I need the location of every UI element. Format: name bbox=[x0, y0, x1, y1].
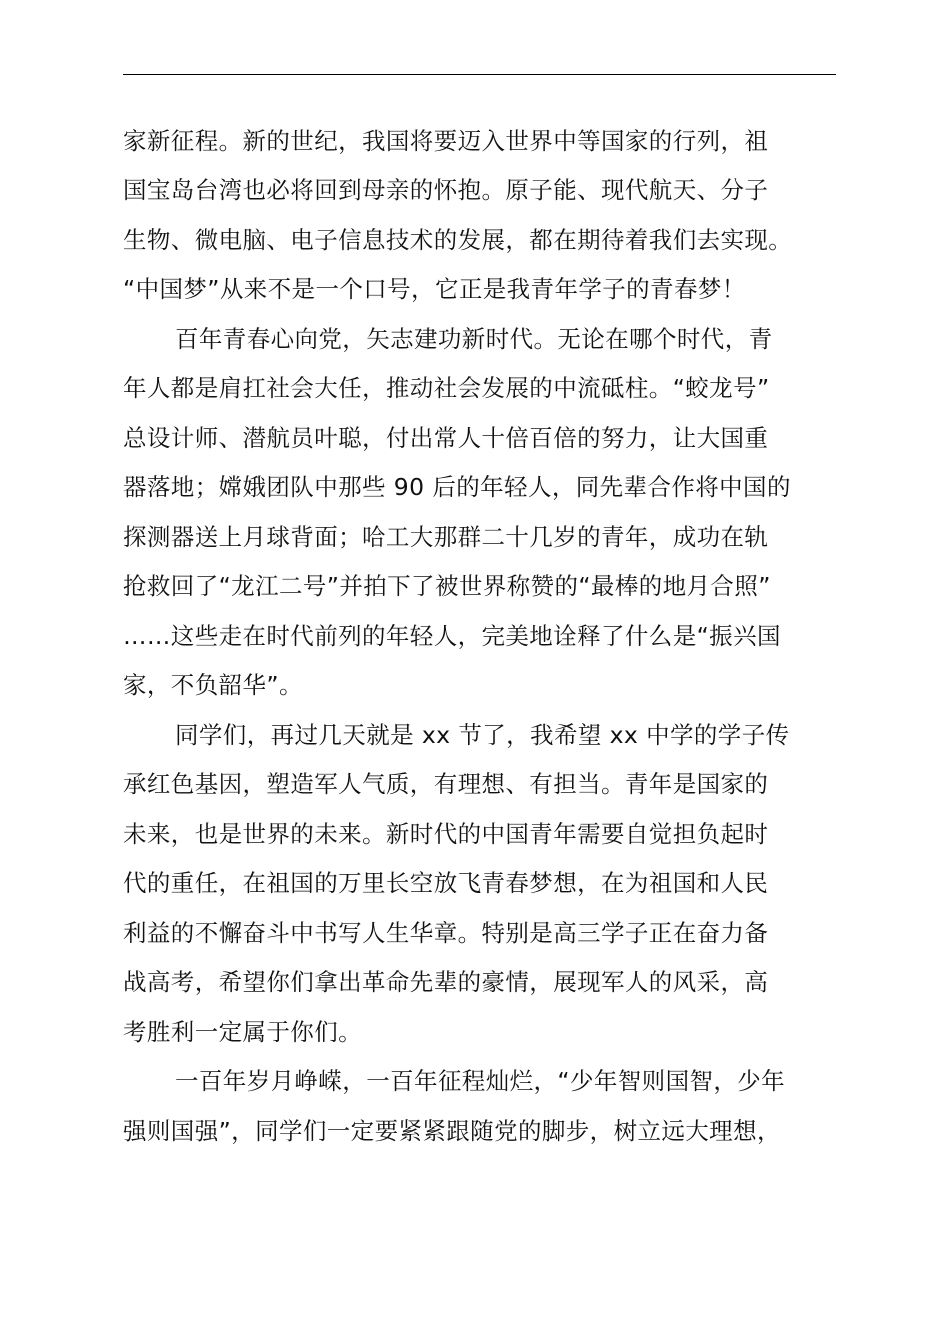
text-line: 家，不负韶华”。 bbox=[123, 671, 303, 699]
text-line: 器落地；嫦娥团队中那些 90 后的年轻人，同先辈合作将中国的 bbox=[123, 473, 791, 501]
text-line: 生物、微电脑、电子信息技术的发展，都在期待着我们去实现。 bbox=[123, 226, 793, 254]
paragraph-first-line: 百年青春心向党，矢志建功新时代。无论在哪个时代，青 bbox=[175, 325, 773, 353]
text-line: 未来，也是世界的未来。新时代的中国青年需要自觉担负起时 bbox=[123, 820, 769, 848]
text-line: 年人都是肩扛社会大任，推动社会发展的中流砥柱。“蛟龙号” bbox=[123, 374, 770, 402]
text-line: 利益的不懈奋斗中书写人生华章。特别是高三学子正在奋力备 bbox=[123, 919, 769, 947]
text-line: 考胜利一定属于你们。 bbox=[123, 1018, 362, 1046]
text-line: ……这些走在时代前列的年轻人，完美地诠释了什么是“振兴国 bbox=[123, 622, 781, 650]
text-line: 总设计师、潜航员叶聪，付出常人十倍百倍的努力，让大国重 bbox=[123, 424, 769, 452]
text-line: 探测器送上月球背面；哈工大那群二十几岁的青年，成功在轨 bbox=[123, 523, 769, 551]
text-line: 战高考，希望你们拿出革命先辈的豪情，展现军人的风采，高 bbox=[123, 968, 769, 996]
text-line: 承红色基因，塑造军人气质，有理想、有担当。青年是国家的 bbox=[123, 770, 769, 798]
text-line: 强则国强”，同学们一定要紧紧跟随党的脚步，树立远大理想， bbox=[123, 1117, 781, 1145]
text-line: 抢救回了“龙江二号”并拍下了被世界称赞的“最棒的地月合照” bbox=[123, 572, 771, 600]
text-line: “中国梦”从来不是一个口号，它正是我青年学子的青春梦！ bbox=[123, 275, 746, 303]
text-line: 代的重任，在祖国的万里长空放飞青春梦想，在为祖国和人民 bbox=[123, 869, 769, 897]
text-line: 家新征程。新的世纪，我国将要迈入世界中等国家的行列，祖 bbox=[123, 127, 769, 155]
paragraph-first-line: 同学们，再过几天就是 xx 节了，我希望 xx 中学的学子传 bbox=[175, 721, 790, 749]
header-rule bbox=[123, 74, 836, 75]
paragraph-first-line: 一百年岁月峥嵘，一百年征程灿烂，“少年智则国智，少年 bbox=[175, 1067, 786, 1095]
text-line: 国宝岛台湾也必将回到母亲的怀抱。原子能、现代航天、分子 bbox=[123, 176, 769, 204]
